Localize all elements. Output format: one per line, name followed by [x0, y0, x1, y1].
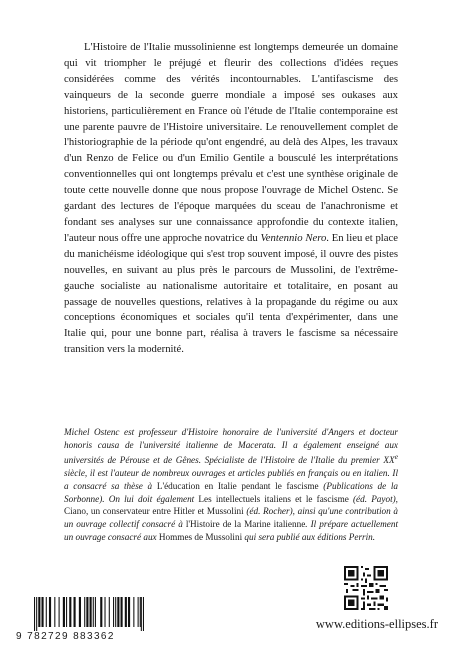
- barcode-bar: [100, 597, 102, 627]
- bio-text-5: (éd. Rocher), ainsi qu'une contribution à un ouvrage collectif consacré à: [64, 506, 398, 529]
- barcode-bar: [104, 597, 105, 627]
- barcode-bar: [143, 597, 144, 631]
- blurb-text-2: . En lieu et place du manichéisme idéologique qui s'est trop souvent imposé, il ouvre des pistes nouvelles, en suivant au plus près le parcours de Mussolini, de l'extrême-gauche socialiste au nationalisme autoritaire et totalitaire, en posant au passage de nouvelles questions, relatives à la propagande du régime ou aux conceptions économiques et sociales qu'il tenta d'expérimenter, dans une Italie qui, pour une bonne part, réalisa à travers le fascisme sa nécessaire transition vers la modernité.: [64, 231, 399, 356]
- bio-book-5: Hommes de Mussolini: [158, 531, 243, 542]
- bio-text-1: Michel Ostenc est professeur d'Histoire honoraire de l'université d'Angers et docteur honoris causa de l'université italienne de Macerata. Il a également enseigné aux universités de Pérouse et de Gênes. Spécialiste de l'Histoire de l'Italie du premier XX: [64, 427, 398, 466]
- author-bio: [64, 426, 398, 543]
- bio-book-3: Ciano, un conservateur entre Hitler et Mussolini: [64, 506, 244, 517]
- isbn-number: 9 782729 883362: [16, 631, 115, 642]
- book-blurb: [64, 40, 398, 358]
- barcode-bar: [46, 597, 47, 627]
- barcode-bar: [86, 597, 88, 627]
- barcode-bar: [128, 597, 130, 627]
- bio-text-3: (Publications de la Sorbonne). On lui doit également: [64, 480, 398, 504]
- bio-text-7: qui sera publié aux éditions Perrin.: [242, 531, 376, 542]
- bio-text-6: . Il prépare actuellement un ouvrage consacré aux: [64, 518, 398, 542]
- qr-code-icon: [344, 566, 388, 610]
- barcode-bar: [63, 597, 65, 627]
- barcode-bar: [125, 597, 127, 627]
- barcode-bar: [79, 597, 81, 627]
- bio-book-1: L'éducation en Italie pendant le fascisme: [156, 480, 319, 491]
- barcode-bar: [41, 597, 43, 627]
- barcode-bar: [34, 597, 35, 631]
- barcode-bar: [109, 597, 110, 627]
- barcode-bar: [84, 597, 85, 627]
- barcode-bar: [90, 597, 92, 627]
- barcode-bar: [117, 597, 119, 627]
- barcode-bar: [115, 597, 116, 627]
- barcode-bar: [121, 597, 123, 627]
- bio-book-4: l'Histoire de la Marine italienne: [185, 518, 306, 529]
- blurb-text-1: L'Histoire de l'Italie mussolinienne est longtemps demeurée un domaine qui vit triompher le préjugé et fleurir des collections d'idées reçues considérées comme des vérités incontournables. L'antifascisme des vainqueurs de la seconde guerre mondiale a imposé ses oukases aux historiens, particulièrement en France où l'étude de l'Italie contemporaine est une parente pauvre de l'Histoire universitaire. Le renouvellement complet de l'historiographie de la période qu'ont engendré, au delà des Alpes, les travaux d'un Renzo de Felice ou d'un Emilio Gentile a bousculé les interprétations conventionnelles qui ont longtemps prévalu et c'est une synthèse originale de toute cette nouvelle donne que nous propose l'ouvrage de Michel Ostenc. Se gardant des lectures de l'époque marquées du sceau de l'anachronisme et fondant ses analyses sur une connaissance approfondie du contexte italien, l'auteur nous offre une approche novatrice du: [64, 41, 398, 244]
- barcode-bar: [66, 597, 67, 627]
- barcode-icon: [30, 597, 148, 631]
- barcode-bar: [38, 597, 40, 627]
- barcode-bar: [133, 597, 134, 627]
- barcode-bar: [49, 597, 51, 627]
- barcode-bar: [54, 597, 55, 627]
- bio-sup: e: [394, 452, 398, 462]
- barcode-bar: [74, 597, 76, 627]
- barcode-bar: [141, 597, 142, 631]
- barcode-bar: [93, 597, 94, 627]
- blurb-italic-title: Ventennio Nero: [260, 231, 327, 244]
- barcode-bar: [36, 597, 37, 631]
- barcode-bar: [59, 597, 60, 627]
- barcode-bar: [140, 597, 141, 627]
- barcode-bar: [113, 597, 114, 627]
- bio-text-4: (éd. Payot),: [348, 493, 398, 504]
- bio-book-2: Les intellectuels italiens et le fascisme: [198, 493, 349, 504]
- publisher-website: www.editions-ellipses.fr: [315, 617, 438, 631]
- barcode-bar: [95, 597, 96, 627]
- barcode-bar: [138, 597, 139, 627]
- barcode-bar: [69, 597, 71, 627]
- bio-text-2: siècle, il est l'auteur de nombreux ouvrages et articles publiés en français ou en italien. Il a consacré sa thèse à: [64, 468, 398, 491]
